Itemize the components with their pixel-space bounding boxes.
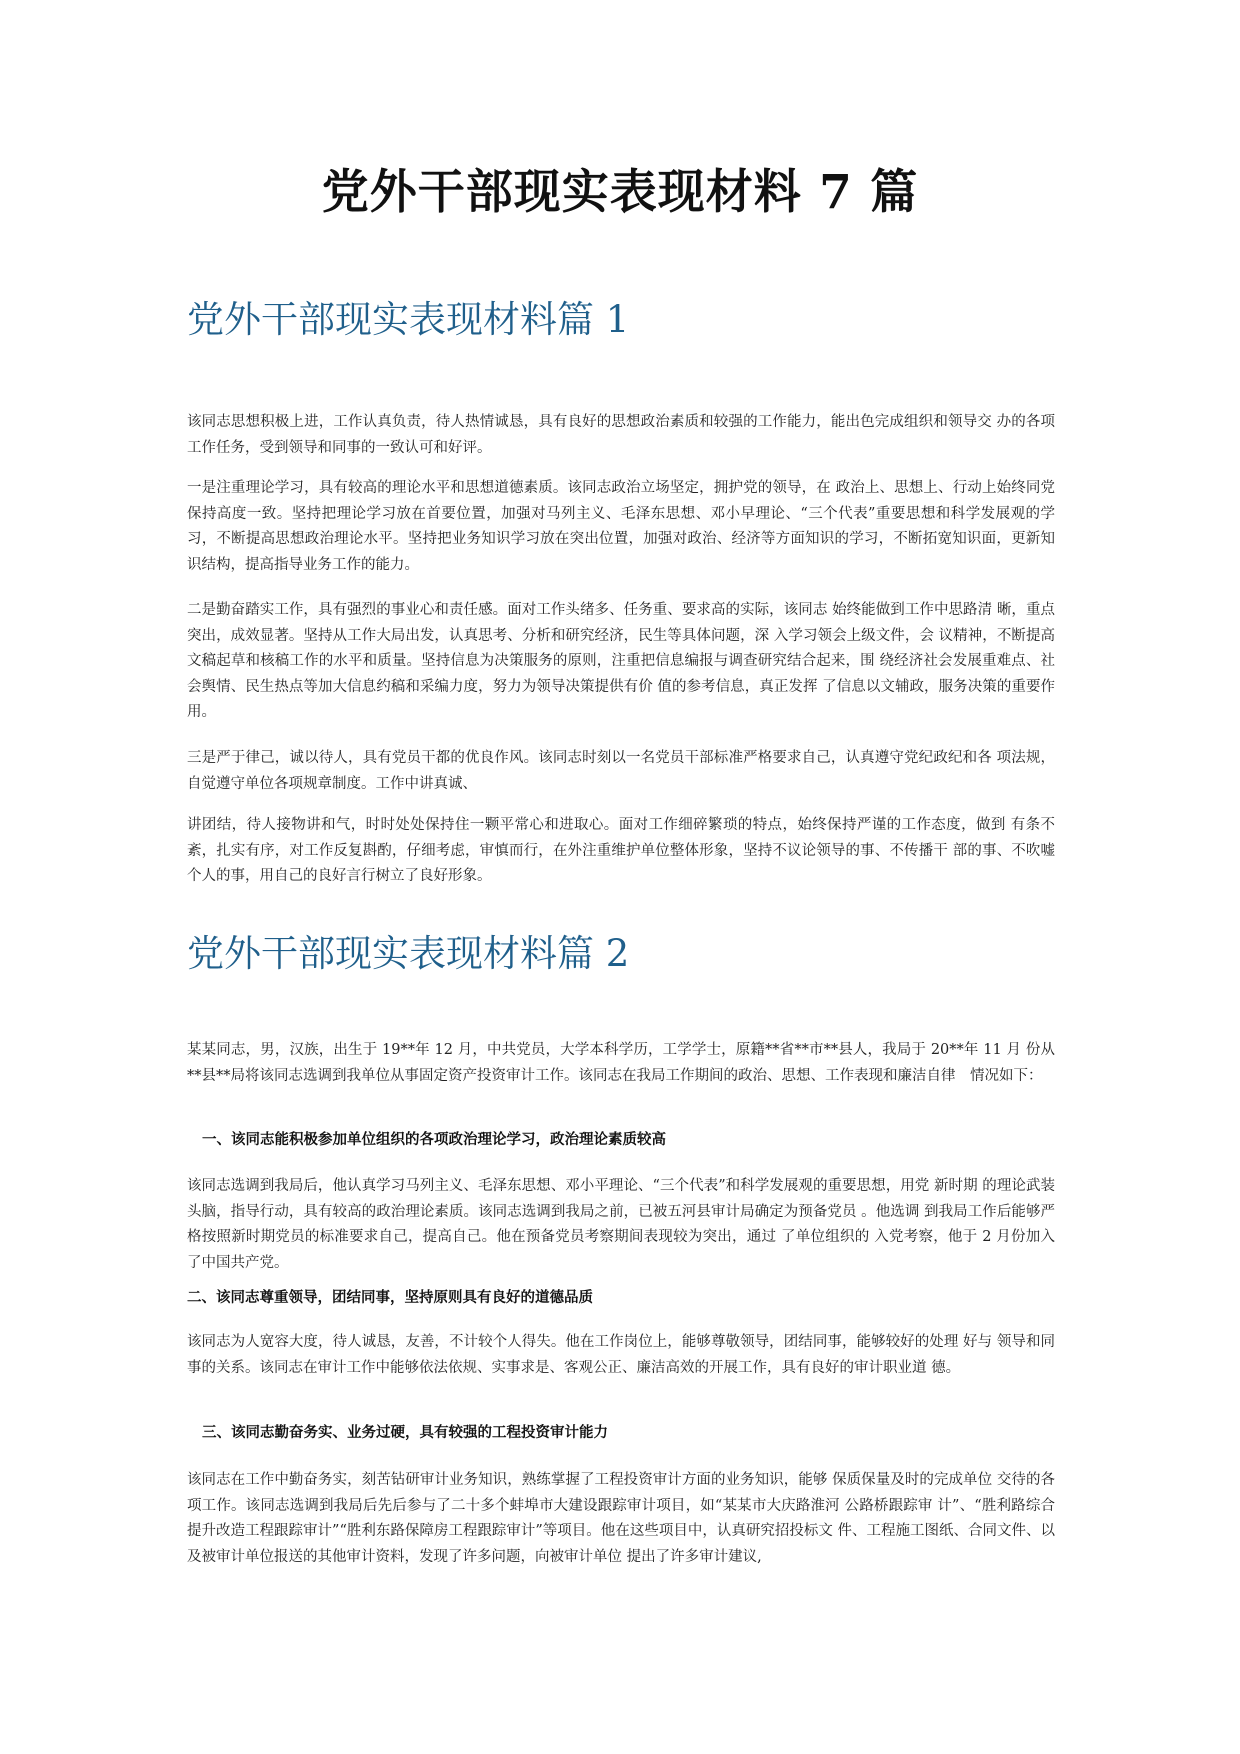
section-1-paragraph-3: 二是勤奋踏实工作，具有强烈的事业心和责任感。面对工作头绪多、任务重、要求高的实际，该同志 始终能做到工作中思路清 晰，重点突出，成效显著。坚持从工作大局出发，认真思考、分析和研究经济，民生等具体问题，深 入学习领会上级文件，会 议精神，不断提高文稿起草和核稿工作的水平和质量。坚持信息为决策服务的原则，注重把信息编报与调查研究结合起来，围 绕经济社会发展重难点、社会舆情、民生热点等加大信息约稿和采编力度，努力为领导决策提供有价 值的参考信息，真正发挥 了信息以文辅政，服务决策的重要作用。 [187, 602, 1055, 720]
section-1-paragraph-4: 三是严于律己，诚以待人，具有党员干都的优良作风。该同志时刻以一名党员干部标准严格要求自己，认真遵守党纪政纪和各 项法规，自觉遵守单位各项规章制度。工作中讲真诚、 [187, 750, 1055, 792]
section-1-paragraph-5: 讲团结，待人接物讲和气，时时处处保持住一颗平常心和进取心。面对工作细碎繁琐的特点，始终保持严谨的工作态度，做到 有条不紊，扎实有序，对工作反复斟酌，仔细考虑，审慎而行，在外注重维护单位整体形象，坚持不议论领导的事、不传播干 部的事、不吹嘘个人的事，用自己的良好言行树立了良好形象。 [187, 817, 1055, 884]
section-2-subheading-3: 三、该同志勤奋务实、业务过硬，具有较强的工程投资审计能力 [202, 1425, 608, 1441]
section-2-subheading-1: 一、该同志能积极参加单位组织的各项政治理论学习，政治理论素质较高 [202, 1132, 666, 1148]
section-2-paragraph-1: 该同志选调到我局后，他认真学习马列主义、毛泽东思想、邓小平理论、“三个代表”和科学发展观的重要思想，用党 新时期 的理论武装头脑，指导行动，具有较高的政治理论素质。该同志选调到我局之前，已被五河县审计局确定为预备党员 。他选调 到我局工作后能够严格按照新时期党员的标准要求自己，提高自己。他在预备党员考察期间表现较为突出，通过 了单位组织的 入党考察，他于 2 月份加入了中国共产党。 [187, 1178, 1055, 1271]
section-2-paragraph-2: 该同志为人宽容大度，待人诚恳，友善，不计较个人得失。他在工作岗位上，能够尊敬领导，团结同事，能够较好的处理 好与 领导和同事的关系。该同志在审计工作中能够依法依规、实事求是、客观公正、廉洁高效的开展工作，具有良好的审计职业道 德。 [187, 1334, 1055, 1376]
section-2-heading: 党外干部现实表现材料篇 2 [187, 932, 630, 975]
section-1-heading: 党外干部现实表现材料篇 1 [187, 298, 630, 341]
section-2-intro-paragraph: 某某同志，男，汉族，出生于 19**年 12 月，中共党员，大学本科学历，工学学士，原籍**省**市**县人，我局于 20**年 11 月 份从**县**局将该同志选调到我单位从事固定资产投资审计工作。该同志在我局工作期间的政治、思想、工作表现和廉洁自律 情况如下： [187, 1042, 1055, 1084]
document-title: 党外干部现实表现材料 7 篇 [321, 165, 919, 220]
section-1-paragraph-1: 该同志思想积极上进，工作认真负责，待人热情诚恳，具有良好的思想政治素质和较强的工作能力，能出色完成组织和领导交 办的各项工作任务，受到领导和同事的一致认可和好评。 [187, 414, 1055, 456]
section-2-subheading-2: 二、该同志尊重领导，团结同事，坚持原则具有良好的道德品质 [187, 1290, 593, 1306]
section-2-paragraph-3: 该同志在工作中勤奋务实，刻苦钻研审计业务知识，熟练掌握了工程投资审计方面的业务知识，能够 保质保量及时的完成单位 交待的各项工作。该同志选调到我局后先后参与了二十多个蚌埠市大建设跟踪审计项目，如“某某市大庆路淮河 公路桥跟踪审 计”、“胜利路综合提升改造工程跟踪审计”“胜利东路保障房工程跟踪审计”等项目。他在这些项目中，认真研究招投标文 件、工程施工图纸、合同文件、以及被审计单位报送的其他审计资料，发现了许多问题，向被审计单位 提出了许多审计建议, [187, 1472, 1055, 1565]
section-1-paragraph-2: 一是注重理论学习，具有较高的理论水平和思想道德素质。该同志政治立场坚定，拥护党的领导，在 政治上、思想上、行动上始终同党保持高度一致。坚持把理论学习放在首要位置，加强对马列主义、毛泽东思想、邓小早理论、“三个代表”重要思想和科学发展观的学习，不断提高思想政治理论水平。坚持把业务知识学习放在突出位置，加强对政治、经济等方面知识的学习，不断拓宽知识面，更新知识结构，提高指导业务工作的能力。 [187, 480, 1055, 573]
